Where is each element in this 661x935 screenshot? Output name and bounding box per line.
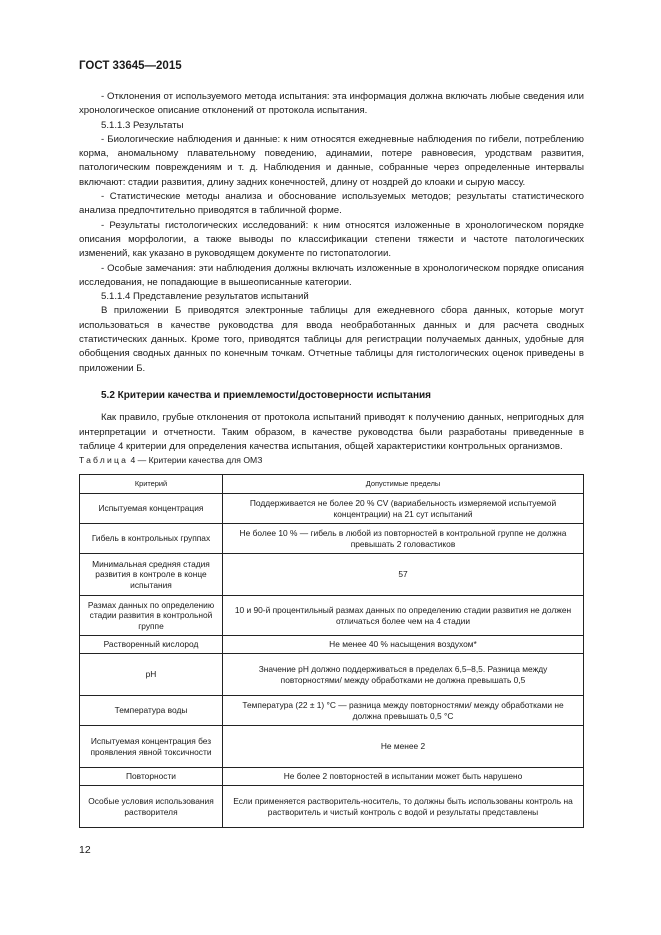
criterion-cell: Особые условия использования растворителя	[80, 786, 223, 828]
section-text: Как правило, грубые отклонения от протокола испытаний приводят к получению данных, непригодных для интерпретации и отчетности. Таким образом, в качестве руководства были разработаны приведенные в таблице 4 критерии для определения качества испытания, общей характеристики контрольных организмов.	[79, 412, 584, 452]
paragraph-statistical: - Статистические методы анализа и обоснование используемых методов; результаты статистического анализа предпочтительно приводятся в табличной форме.	[79, 191, 584, 217]
limit-cell: Не более 2 повторностей в испытании может быть нарушено	[223, 768, 584, 786]
limit-cell: Не более 10 % — гибель в любой из повторностей в контрольной группе не должна превышать 2 головастиков	[223, 524, 584, 554]
limit-cell: 57	[223, 554, 584, 596]
header-criterion: Критерий	[80, 475, 223, 494]
criterion-cell: Размах данных по определению стадии развития в контрольной группе	[80, 596, 223, 636]
limit-cell: Не менее 40 % насыщения воздухом*	[223, 636, 584, 654]
criterion-cell: pH	[80, 654, 223, 696]
table-row	[80, 786, 584, 828]
header-limits: Допустимые пределы	[223, 475, 584, 494]
table-row	[80, 696, 584, 726]
table-row	[80, 494, 584, 524]
table-caption-text: 4 — Критерии качества для ОМЗ	[128, 455, 263, 465]
criterion-cell: Гибель в контрольных группах	[80, 524, 223, 554]
table-row	[80, 768, 584, 786]
limit-cell: Не менее 2	[223, 726, 584, 768]
criterion-cell: Испытуемая концентрация	[80, 494, 223, 524]
criterion-cell: Минимальная средняя стадия развития в контроле в конце испытания	[80, 554, 223, 596]
limit-cell: 10 и 90-й процентильный размах данных по определению стадии развития не должен отличаться более чем на 4 стадии	[223, 596, 584, 636]
table-row	[80, 726, 584, 768]
document-header: ГОСТ 33645—2015	[79, 60, 182, 72]
criterion-cell: Испытуемая концентрация без проявления явной токсичности	[80, 726, 223, 768]
page-number: 12	[79, 844, 91, 856]
criteria-table	[79, 474, 584, 828]
criterion-cell: Повторности	[80, 768, 223, 786]
limit-cell: Поддерживается не более 20 % CV (вариабельность измеряемой испытуемой концентрации) на 21 сут испытаний	[223, 494, 584, 524]
table-caption	[79, 455, 262, 465]
body-text	[79, 90, 584, 454]
paragraph-histological: - Результаты гистологических исследований: к ним относятся изложенные в хронологическом порядке описания морфологии, а также выводы по классификации степени тяжести и частоте патологических изменений, как указано в руководящем документе по гистопатологии.	[79, 219, 584, 260]
table-row	[80, 636, 584, 654]
paragraph-special: - Особые замечания: эти наблюдения должны включать изложенные в хронологическом порядке описания исследования, не попадающие в вышеописанные категории.	[79, 262, 584, 288]
table-row	[80, 654, 584, 696]
limit-cell: Значение pH должно поддерживаться в пределах 6,5–8,5. Разница между повторностями/ между обработками не должна превышать 0,5	[223, 654, 584, 696]
table-row	[80, 524, 584, 554]
criterion-cell: Растворенный кислород	[80, 636, 223, 654]
limit-cell: Если применяется растворитель-носитель, то должны быть использованы контроль на растворитель и чистый контроль с водой и результаты представлены	[223, 786, 584, 828]
paragraph-biological: - Биологические наблюдения и данные: к ним относятся ежедневные наблюдения по гибели, потреблению корма, аномальному плавательному поведению, адинамии, потере равновесия, уродствам развития, патологическим повреждениям и т. д. Наблюдения и данные, собранные через определенные интервалы включают: стадии развития, длину задних конечностей, длину от ноздрей до клоаки и сырую массу.	[79, 133, 584, 188]
table-caption-prefix: Таблица	[79, 455, 129, 465]
table-row	[80, 554, 584, 596]
table-row	[80, 596, 584, 636]
section-title: 5.2 Критерии качества и приемлемости/достоверности испытания	[101, 389, 431, 401]
subsection-5113: 5.1.1.3 Результаты	[101, 119, 184, 131]
subsection-5114: 5.1.1.4 Представление результатов испытаний	[101, 291, 309, 303]
paragraph-appendix: В приложении Б приводятся электронные таблицы для ежедневного сбора данных, которые могут использоваться в качестве руководства для ввода необработанных данных и для расчета сводных статистических данных. Кроме того, приводятся таблицы для регистрации получаемых данных, удобные для обобщения сводных данных по конечным точкам. Отчетные таблицы для гистологических оценок приведены в приложении Б.	[79, 305, 584, 374]
criterion-cell: Температура воды	[80, 696, 223, 726]
limit-cell: Температура (22 ± 1) °C — разница между повторностями/ между обработками не должна превышать 0,5 °C	[223, 696, 584, 726]
table-header-row	[80, 475, 584, 494]
paragraph-deviations: - Отклонения от используемого метода испытания: эта информация должна включать любые сведения или хронологическое описание отклонений от протокола испытания.	[79, 91, 584, 117]
